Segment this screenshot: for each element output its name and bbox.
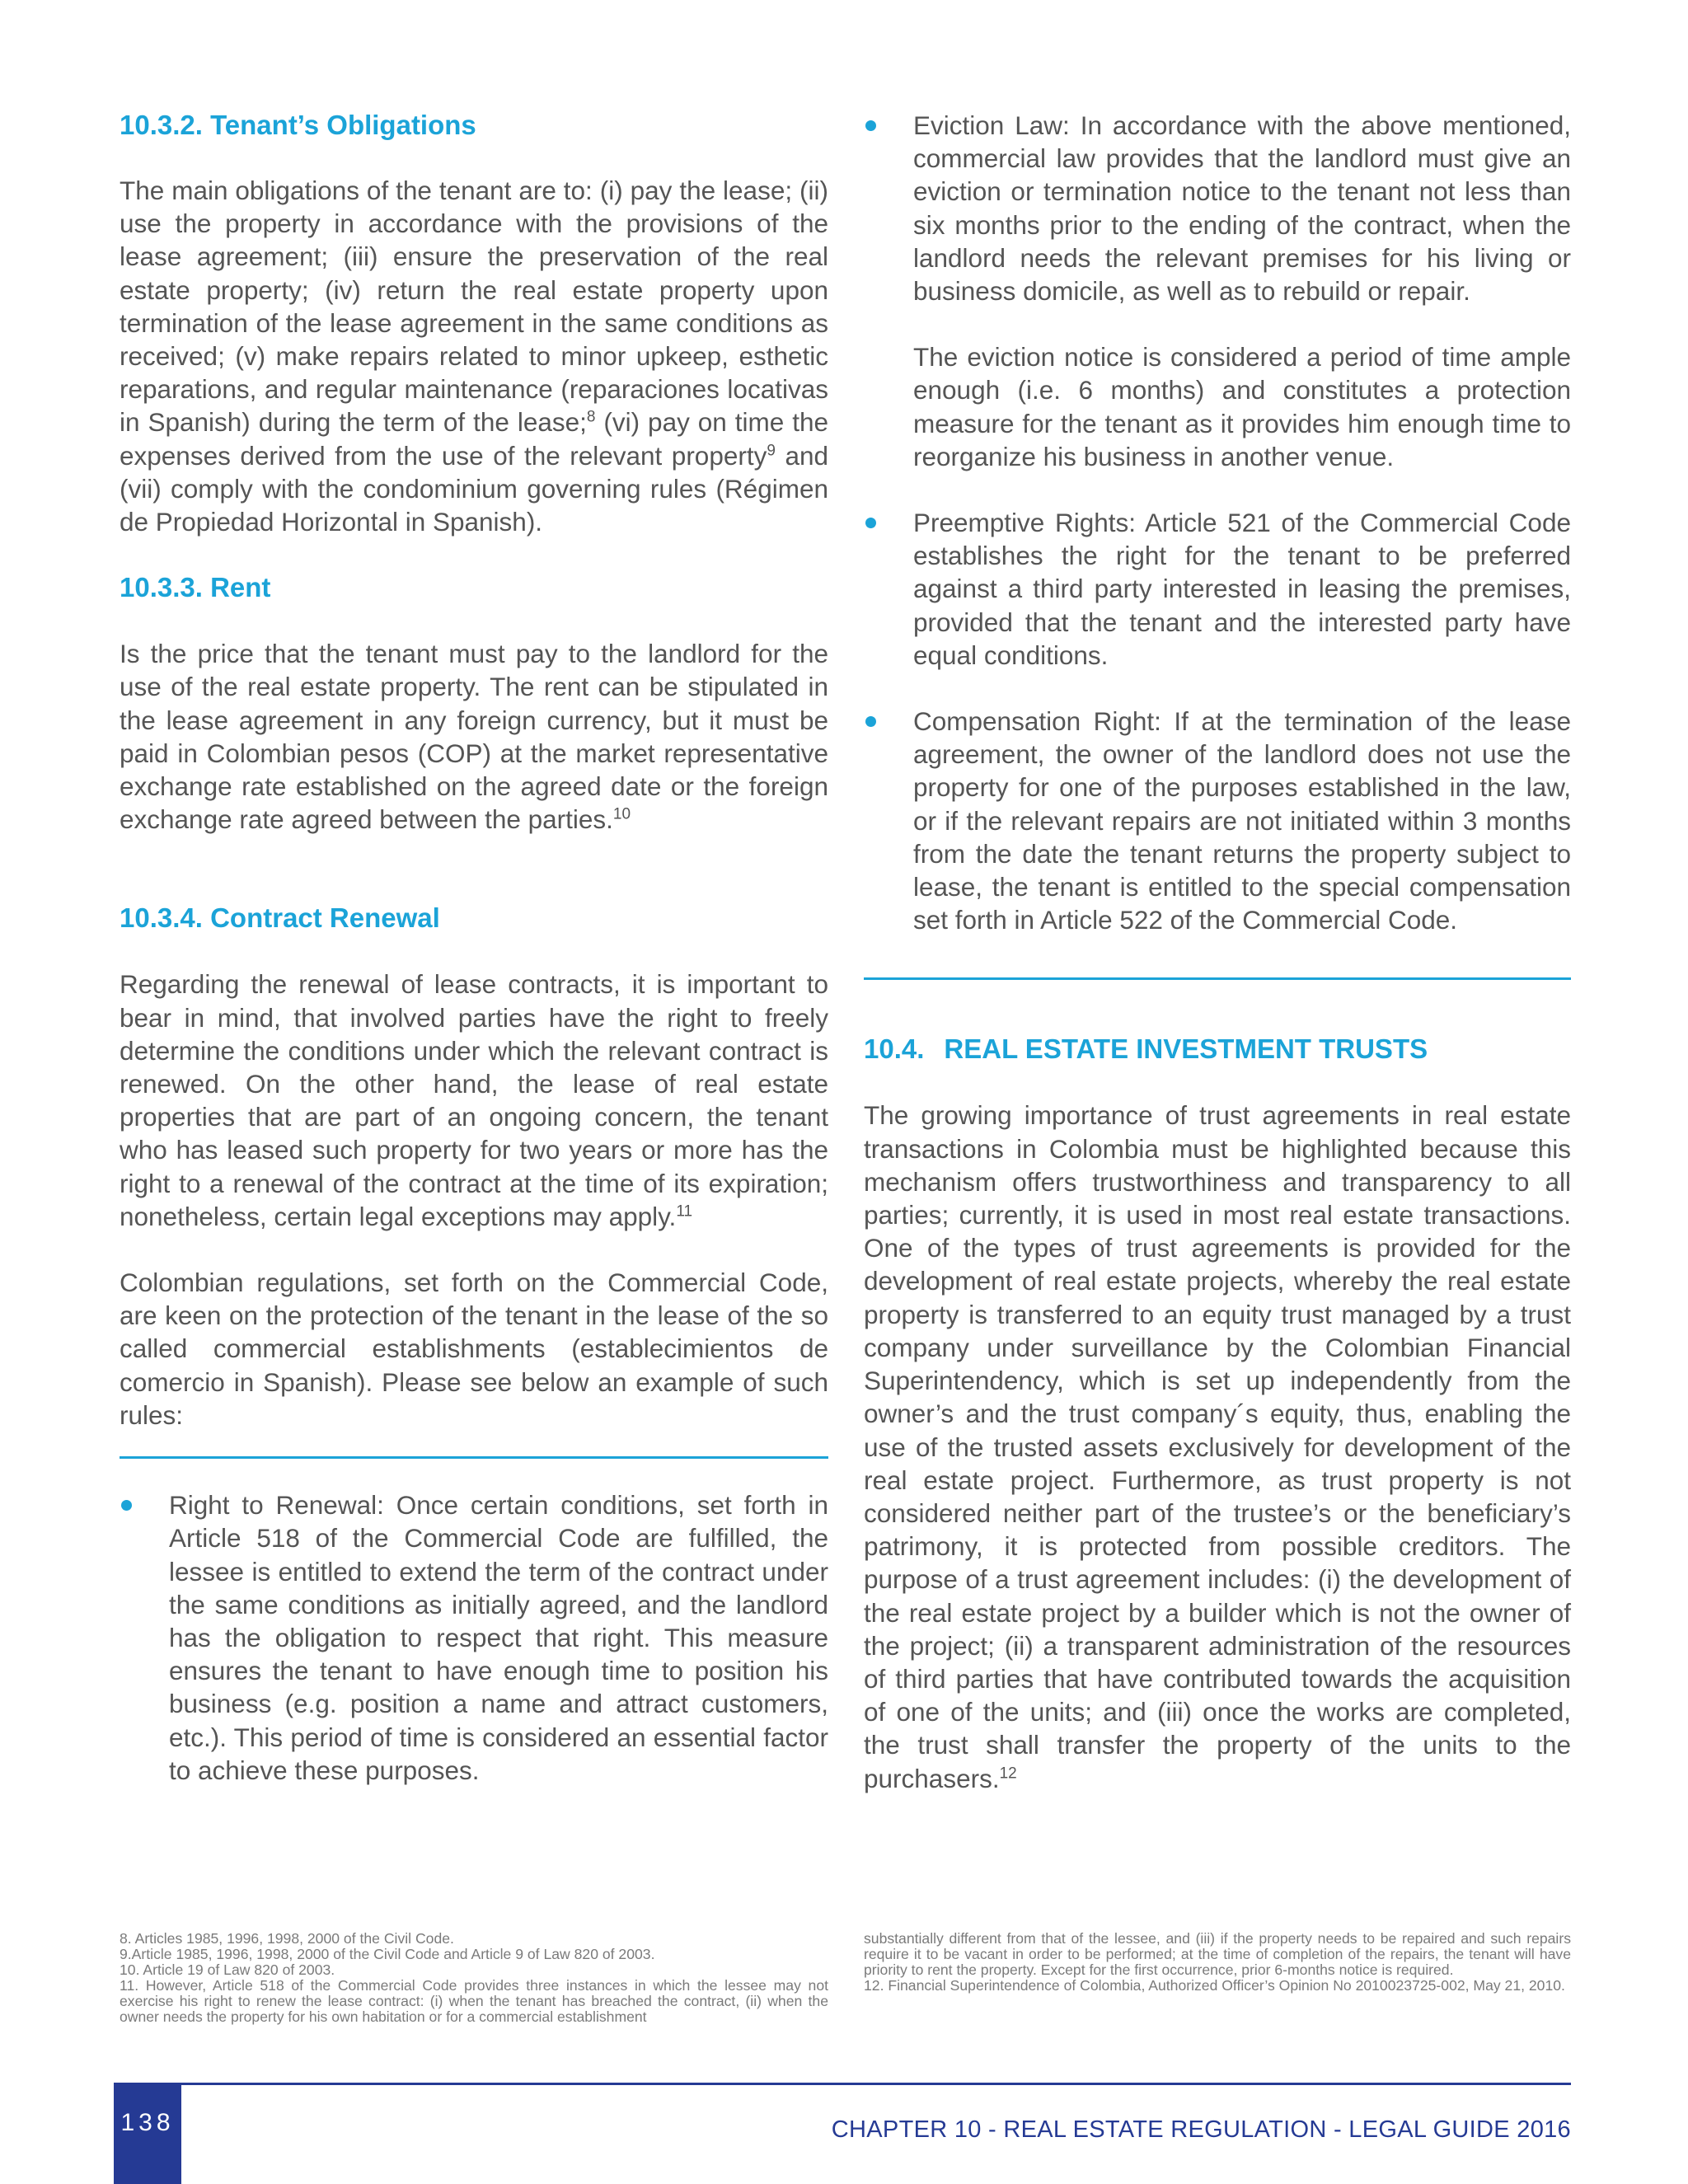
footer-rule xyxy=(181,2083,1571,2085)
right-column xyxy=(864,109,1571,1795)
footnotes-left xyxy=(120,1931,828,2025)
footnote-11-continued: substantially different from that of the lessee, and (iii) if the property needs to be repaired and such repairs require it to be vacant in order to be performed; at the time of completion of the repairs, the tenant will have priority to rent the property. Except for the first occurrence, prior 6-months notice is required. xyxy=(864,1930,1571,1978)
paragraph-contract-renewal: Regarding the renewal of lease contracts, it is important to bear in mind, that involved parties have the right to freely determine the conditions under which the relevant contract is renewed. On the other hand, the lease of real estate properties that are part of an ongoing concern, the tenant who has leased such property for two years or more has the right to a renewal of the contract at the time of its expiration; nonetheless, certain legal exceptions may apply.$^{11}$ xyxy=(120,969,828,1231)
page-number: 138 xyxy=(120,2109,175,2136)
paragraph-tenants-obligations: The main obligations of the tenant are to: (i) pay the lease; (ii) use the property in accordance with the provisions of the lease agreement; (iii) ensure the preservation of the real estate property; (iv) return the real estate property upon termination of the lease agreement in the same conditions as received; (v) make repairs related to minor upkeep, esthetic reparations, and regular maintenance (reparaciones locativas in Spanish) during the term of the lease;$^8$ (vi) pay on time the expenses derived from the use of the relevant property$^9$ and (vii) comply with the condominium governing rules (Régimen de Propiedad Horizontal in Spanish). xyxy=(120,176,829,537)
bullet-dot-icon xyxy=(121,1500,132,1511)
paragraph-eviction-note: The eviction notice is considered a period of time ample enough (i.e. 6 months) and constitutes a protection measure for the tenant as it provides him enough time to reorganize his business in another venue. xyxy=(913,342,1571,471)
footnote-8: 8. Articles 1985, 1996, 1998, 2000 of the Civil Code. xyxy=(120,1930,454,1947)
footnote-ref-10: 10 xyxy=(612,805,631,823)
paragraph-rent: Is the price that the tenant must pay to the landlord for the use of the real estate property. The rent can be stipulated in the lease agreement in any foreign currency, but it must be paid in Colombian pesos (COP) at the market representative exchange rate established on the agreed date or the foreign exchange rate agreed between the parties.$^{10}$ xyxy=(120,639,828,835)
bullet-dot-icon xyxy=(865,716,876,727)
footnote-ref-12: 12 xyxy=(999,1765,1017,1783)
footnote-ref-9: 9 xyxy=(767,442,776,460)
bullet-dot-icon xyxy=(865,120,876,131)
footnote-10: 10. Article 19 of Law 820 of 2003. xyxy=(120,1961,335,1978)
heading-tenants-obligations: 10.3.2. Tenant’s Obligations xyxy=(120,110,476,140)
paragraph-investment-trusts: The growing importance of trust agreements in real estate transactions in Colombia must be highlighted because this mechanism offers trustworthiness and transparency to all parties; currently, it is used in most real estate transactions. One of the types of trust agreements is provided for the development of real estate projects, whereby the real estate property is transferred to an equity trust managed by a trust company under surveillance by the Colombian Financial Superintendency, which is set up independently from the owner’s and the trust company´s equity, thus, enabling the use of the trusted assets exclusively for development of the real estate project. Furthermore, as trust property is not considered neither part of the trustee’s or the beneficiary’s patrimony, it is protected from possible creditors. The purpose of a trust agreement includes: (i) the development of the real estate project by a builder which is not the owner of the project; (ii) a transparent administration of the resources of third parties that have contributed towards the acquisition of one of the units; and (iii) once the works are completed, the trust shall transfer the property of the units to the purchasers.$^{12}$ xyxy=(864,1100,1571,1793)
bullet-dot-icon xyxy=(865,518,876,528)
footnotes-right xyxy=(864,1931,1571,1994)
bullet-compensation-right: Compensation Right: If at the termination of the lease agreement, the owner of the landlord does not use the property for one of the purposes established in the law, or if the relevant repairs are not initiated within 3 months from the date the tenant returns the property subject to lease, the tenant is entitled to the special compensation set forth in Article 522 of the Commercial Code. xyxy=(864,705,1571,936)
chapter-footer-title: CHAPTER 10 - REAL ESTATE REGULATION - LEGAL GUIDE 2016 xyxy=(831,2116,1571,2143)
paragraph-colombian-regulations: Colombian regulations, set forth on the Commercial Code, are keen on the protection of the tenant in the lease of the so called commercial establishments (establecimientos de comercio in Spanish). Please see below an example of such rules: xyxy=(120,1268,828,1430)
footnote-12: 12. Financial Superintendence of Colombia, Authorized Officer’s Opinion No 2010023725-002, May 21, 2010. xyxy=(864,1977,1565,1994)
bullet-right-to-renewal: Right to Renewal: Once certain conditions, set forth in Article 518 of the Commercial Code are fulfilled, the lessee is entitled to extend the term of the contract under the same conditions as initially agreed, and the landlord has the obligation to respect that right. This measure ensures the tenant to have enough time to position his business (e.g. position a name and attract customers, etc.). This period of time is considered an essential factor to achieve these purposes. xyxy=(120,1488,828,1787)
left-column xyxy=(120,109,828,1787)
footnote-11: 11. However, Article 518 of the Commercial Code provides three instances in which the lessee may not exercise his right to renew the lease contract: (i) when the tenant has breached the contract, (ii) when the owner needs the property for his own habitation or for a commercial establishment xyxy=(120,1977,828,2025)
footnote-ref-8: 8 xyxy=(586,408,596,426)
footnote-9: 9.Article 1985, 1996, 1998, 2000 of the Civil Code and Article 9 of Law 820 of 2003. xyxy=(120,1946,655,1962)
footnote-ref-11: 11 xyxy=(676,1202,693,1221)
bullet-eviction-law: Eviction Law: In accordance with the above mentioned, commercial law provides that the landlord must give an eviction or termination notice to the tenant not less than six months prior to the ending of the contract, when the landlord needs the relevant premises for his living or business domicile, as well as to rebuild or repair. The eviction notice is considered a period of time ample enough (i.e. 6 months) and constitutes a protection measure for the tenant as it provides him enough time to reorganize his business in another venue. xyxy=(864,109,1571,473)
heading-real-estate-investment-trusts: 10.4. REAL ESTATE INVESTMENT TRUSTS xyxy=(864,1033,1428,1065)
heading-contract-renewal: 10.3.4. Contract Renewal xyxy=(120,902,440,934)
heading-rent: 10.3.3. Rent xyxy=(120,572,271,603)
page-number-box xyxy=(114,2083,181,2184)
bullet-preemptive-rights: Preemptive Rights: Article 521 of the Commercial Code establishes the right for the tenant to be preferred against a third party interested in leasing the premises, provided that the tenant and the interested party have equal conditions. xyxy=(864,506,1571,672)
